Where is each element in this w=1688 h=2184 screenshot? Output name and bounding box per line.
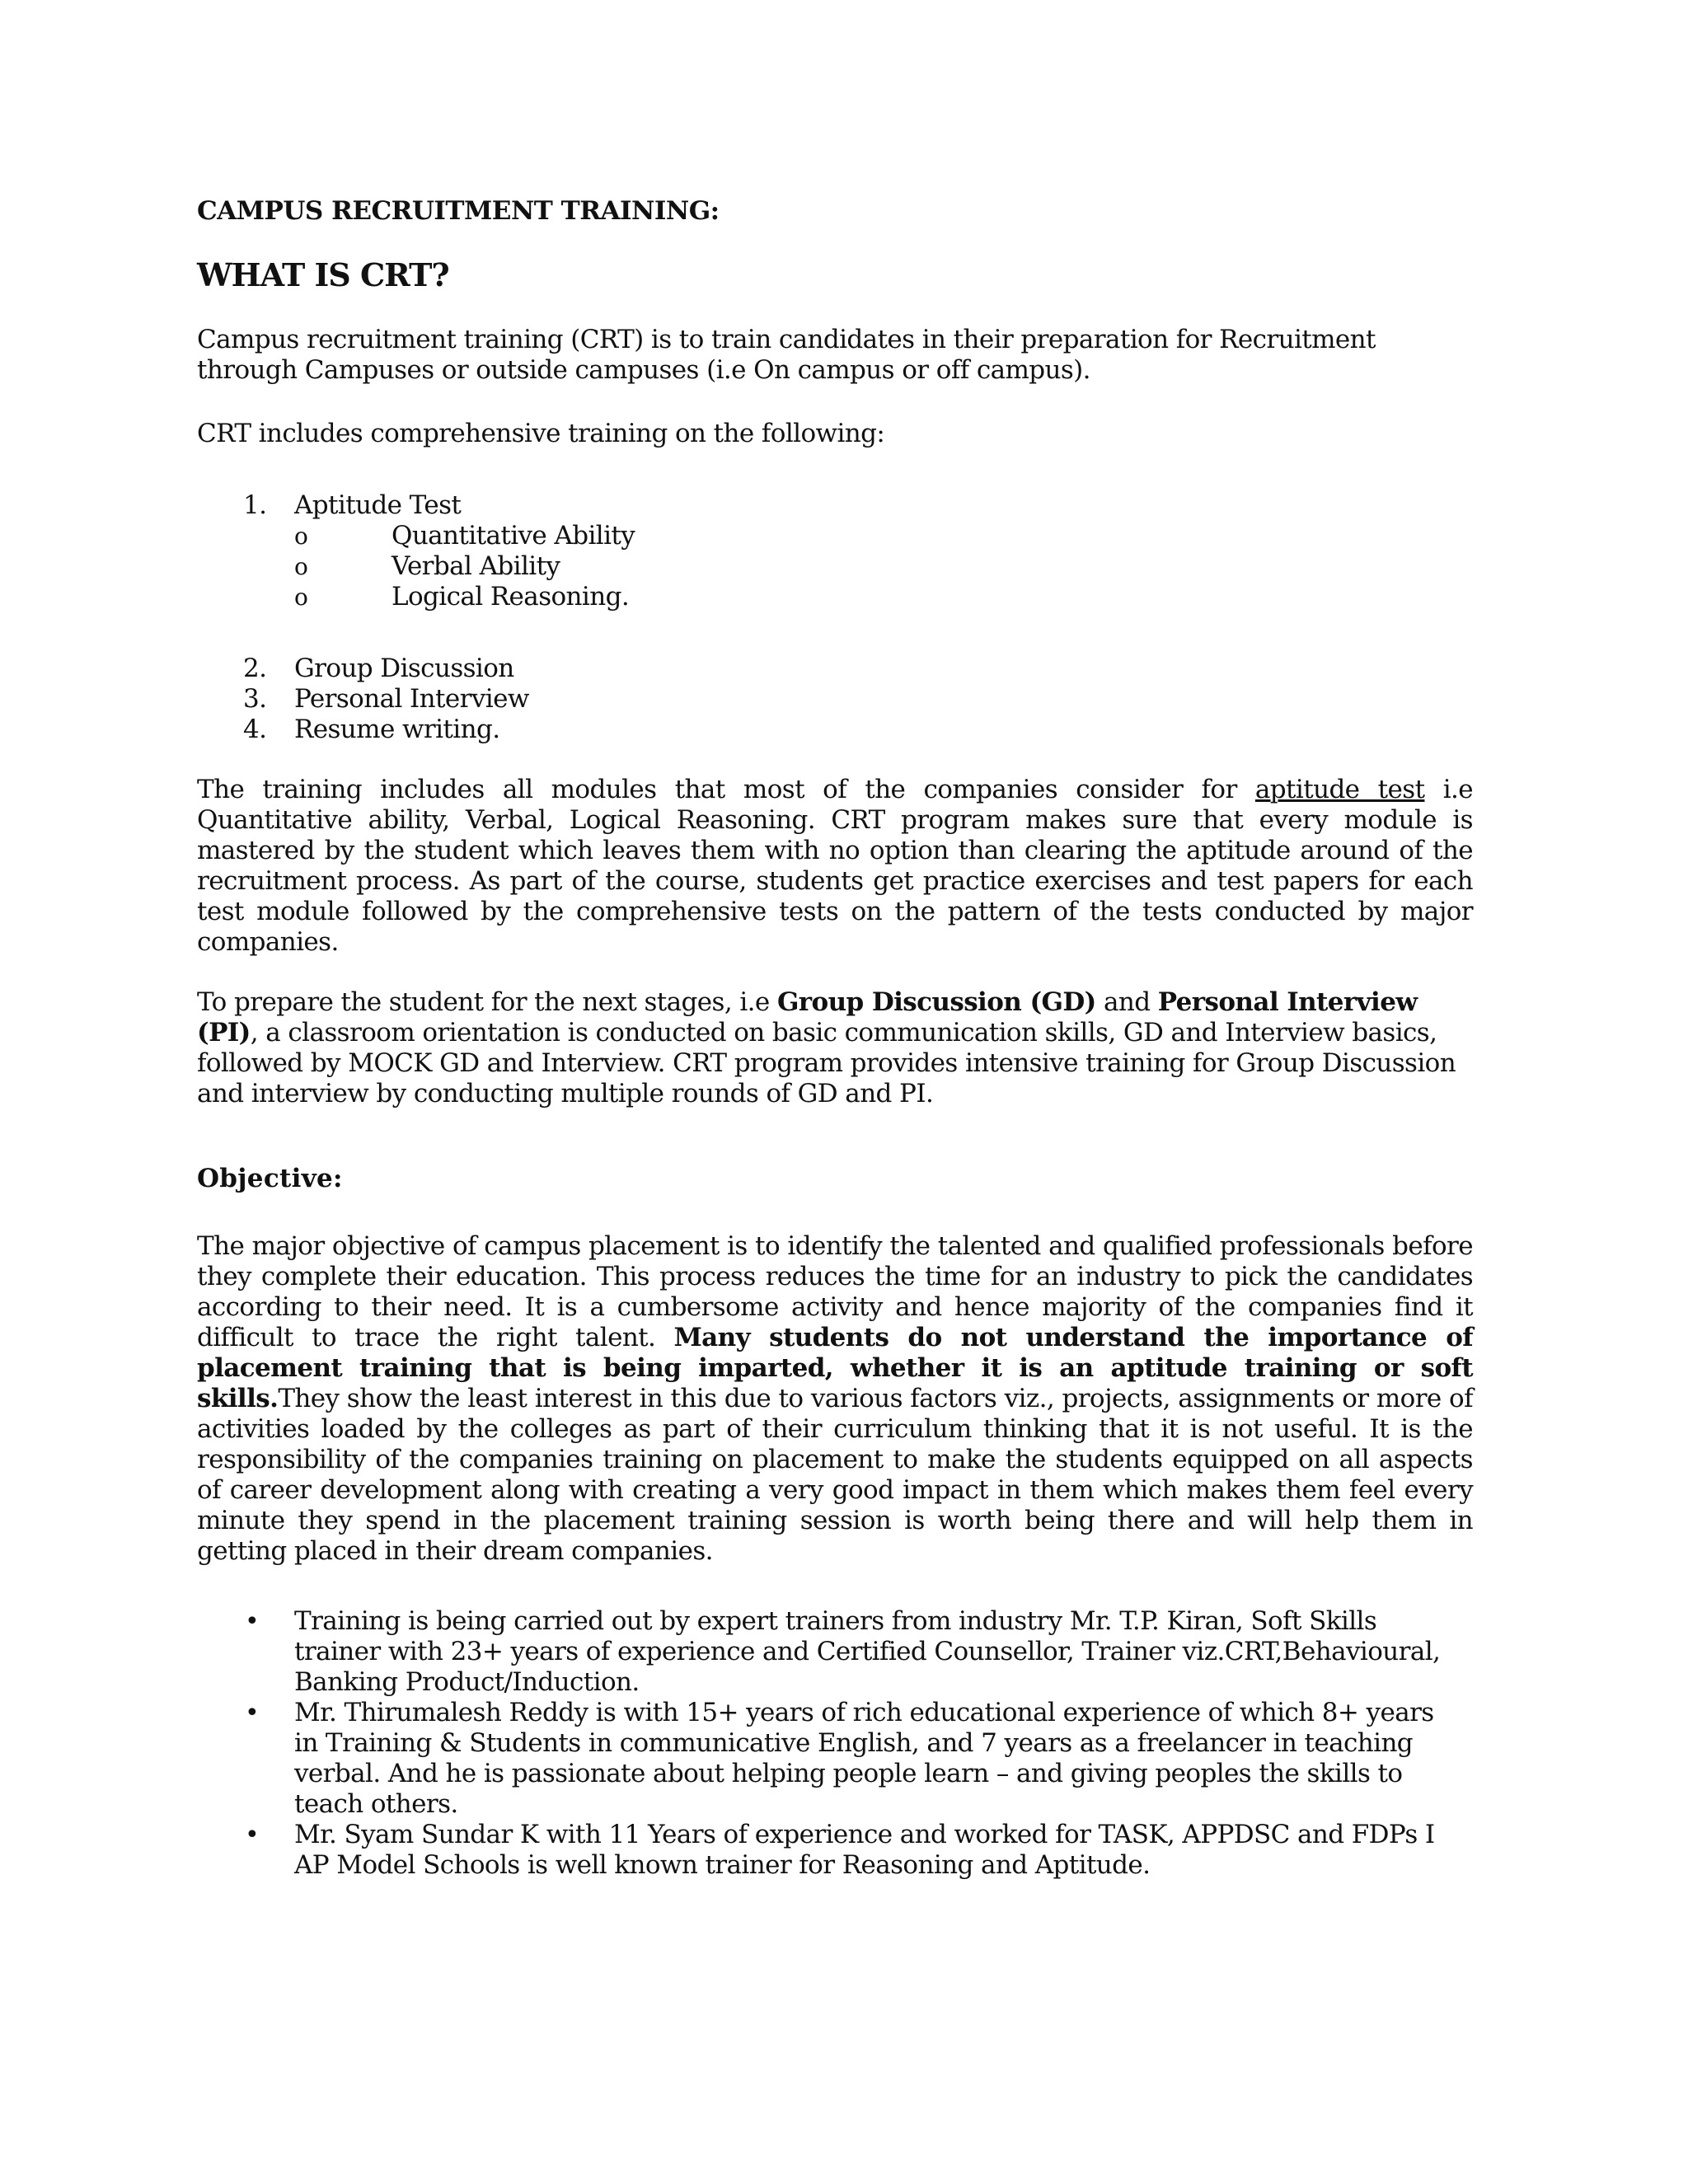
bullet-icon: • xyxy=(245,1821,260,1849)
list-item-label: Group Discussion xyxy=(294,654,514,683)
text-run: They show the least interest in this due to various factors viz., projects, assignments or more of activities loaded by the colleges as part of their curriculum thinking that it is not useful. It is the responsibility of the companies training on placement to make the students equipped on all aspects of career development along with creating a very good impact in them which makes them feel every minute they spend in the placement training session is worth being there and will help them in getting placed in their dream companies. xyxy=(197,1384,1473,1566)
list-item-label: Quantitative Ability xyxy=(392,521,635,551)
preparation-paragraph xyxy=(197,987,1473,1109)
bold-emphasis: Many students do not understand the importance of placement training that is being imparted, whether it is an aptitude training or soft skills. xyxy=(197,1323,1474,1413)
bold-text-pi: Personal Interview (PI) xyxy=(197,987,1418,1047)
text-run: and xyxy=(1095,987,1158,1017)
list-item xyxy=(294,551,1473,582)
circle-bullet-icon: o xyxy=(294,523,308,550)
bullet-icon: • xyxy=(245,1699,260,1727)
text-run: i.e Quantitative ability, Verbal, Logical Reasoning. CRT program makes sure that every module is mastered by the student which leaves them with no option than clearing the aptitude around of the recruitment process. As part of the course, students get practice exercises and test papers for each test module followed by the comprehensive tests on the pattern of the tests conducted by major companies. xyxy=(197,775,1474,957)
aptitude-test-link[interactable]: aptitude test xyxy=(1254,775,1425,804)
list-number: 1. xyxy=(243,490,267,520)
objective-paragraph xyxy=(197,1231,1473,1567)
list-number: 2. xyxy=(243,654,267,683)
list-number: 4. xyxy=(243,715,267,744)
list-item xyxy=(197,715,1473,745)
text-run: The training includes all modules that most of the companies consider for xyxy=(197,775,1255,804)
list-item xyxy=(197,490,1473,612)
list-item-label: Logical Reasoning. xyxy=(392,582,630,612)
circle-bullet-icon: o xyxy=(294,583,308,611)
section-heading-what-is-crt: WHAT IS CRT? xyxy=(197,256,449,293)
modules-list xyxy=(197,490,1473,745)
text-run: To prepare the student for the next stages, i.e xyxy=(197,987,777,1017)
circle-bullet-icon: o xyxy=(294,553,308,580)
list-intro: CRT includes comprehensive training on the following: xyxy=(197,419,885,448)
text-run: , a classroom orientation is conducted on basic communication skills, GD and Interview basics, followed by MOCK GD and Interview. CRT program provides intensive training for Group Discussion and interview by conducting multiple rounds of GD and PI. xyxy=(197,1018,1456,1108)
page-title: CAMPUS RECRUITMENT TRAINING: xyxy=(197,196,720,226)
bold-text-gd: Group Discussion (GD) xyxy=(776,987,1096,1017)
list-item xyxy=(294,521,1473,551)
trainers-list xyxy=(197,1606,1473,1881)
list-item xyxy=(197,1820,1473,1881)
training-paragraph xyxy=(197,775,1473,958)
list-item-label: Resume writing. xyxy=(294,715,500,744)
list-number: 3. xyxy=(243,684,267,714)
list-item xyxy=(197,1698,1473,1820)
list-item-label: Personal Interview xyxy=(294,684,529,714)
objective-heading: Objective: xyxy=(197,1164,343,1193)
list-item xyxy=(197,684,1473,715)
list-item-label: Aptitude Test xyxy=(294,490,462,520)
list-item-label: Training is being carried out by expert trainers from industry Mr. T.P. Kiran, Soft Skills trainer with 23+ years of experience and Certified Counsellor, Trainer viz.CRT,Behavioural, Banking Product/Induction. xyxy=(294,1606,1441,1697)
aptitude-sublist xyxy=(294,521,1473,612)
list-item-label: Mr. Thirumalesh Reddy is with 15+ years of rich educational experience of which 8+ years in Training & Students in communicative English, and 7 years as a freelancer in teaching verbal. And he is passionate about helping people learn – and giving peoples the skills to teach others. xyxy=(294,1698,1434,1819)
list-item xyxy=(197,654,1473,684)
intro-paragraph: Campus recruitment training (CRT) is to train candidates in their preparation for Recruitment through Campuses or outside campuses (i.e On campus or off campus). xyxy=(197,325,1376,385)
list-item-label: Verbal Ability xyxy=(392,551,560,581)
text-run: The major objective of campus placement is to identify the talented and qualified professionals before they complete their education. This process reduces the time for an industry to pick the candidates according to their need. It is a cumbersome activity and hence majority of the companies find it difficult to trace the right talent. xyxy=(197,1231,1473,1352)
document-body xyxy=(197,194,1473,1881)
list-item xyxy=(197,1606,1473,1698)
bullet-icon: • xyxy=(245,1607,260,1636)
list-item xyxy=(294,582,1473,612)
list-item-label: Mr. Syam Sundar K with 11 Years of experience and worked for TASK, APPDSC and FDPs I AP Model Schools is well known trainer for Reasoning and Aptitude. xyxy=(294,1820,1435,1880)
